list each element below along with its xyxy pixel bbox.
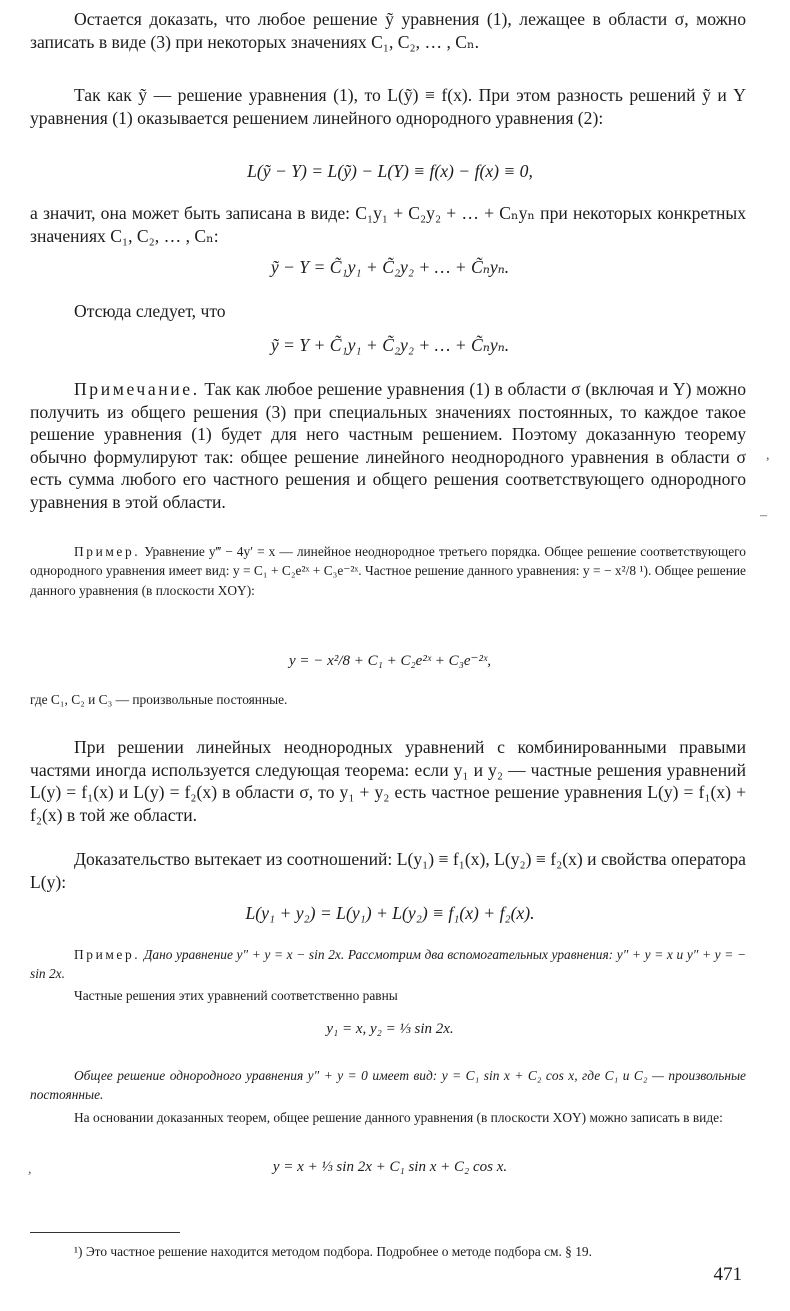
example-2-solutions: Частные решения этих уравнений соответственно равны <box>74 988 398 1003</box>
example-1-label: Пример. <box>74 544 141 559</box>
formula-1: L(ỹ − Y) = L(ỹ) − L(Y) ≡ f(x) − f(x) ≡ 0, <box>247 161 533 181</box>
paragraph-6: Доказательство вытекает из соотношений: L(y₁) ≡ f₁(x), L(y₂) ≡ f₂(x) и свойства оператора L(y): <box>30 849 746 892</box>
paragraph-5: При решении линейных неоднородных уравнений с комбинированными правыми частями иногда используется следующая теорема: если y₁ и y₂ — частные решения уравнений L(y) = f₁(x) и L(y) = f₂(x) в области σ, то y₁ + y₂ есть частное решение уравнения L(y) = f₁(x) + f₂(x) в той же области. <box>30 737 746 825</box>
formula-5: L(y₁ + y₂) = L(y₁) + L(y₂) ≡ f₁(x) + f₂(x). <box>245 903 535 923</box>
formula-4: y = − x²/8 + C₁ + C₂e²ˣ + C₃e⁻²ˣ, <box>289 653 491 669</box>
remark-label: Примечание. <box>74 379 200 399</box>
margin-mark: , <box>766 448 770 463</box>
example-1 <box>30 542 746 600</box>
paragraph-1: Остается доказать, что любое решение ỹ уравнения (1), лежащее в области σ, можно записать в виде (3) при некоторых значениях C₁, C₂, … , Cₙ. <box>30 9 746 52</box>
formula-6: y₁ = x, y₂ = ⅓ sin 2x. <box>326 1021 454 1037</box>
footnote: ¹) Это частное решение находится методом подбора. Подробнее о методе подбора см. § 19. <box>74 1244 592 1259</box>
example-1-end: где C₁, C₂ и C₃ — произвольные постоянные. <box>30 692 288 707</box>
example-2-homogeneous: Общее решение однородного уравнения y″ + y = 0 имеет вид: y = C₁ sin x + C₂ cos x, где C₁ и C₂ — произвольные постоянные. <box>30 1068 746 1103</box>
example-2-label: Пример. <box>74 947 141 962</box>
paragraph-3: а значит, она может быть записана в виде: C₁y₁ + C₂y₂ + … + Cₙyₙ при некоторых конкретных значениях C₁, C₂, … , Cₙ: <box>30 203 746 246</box>
remark-text: Так как любое решение уравнения (1) в области σ (включая и Y) можно получить из общего решения (3) при специальных значениях постоянных, то каждое такое решение уравнения (1) будет для него частным решением. Поэтому доказанную теорему обычно формулируют так: общее решение линейного неоднородного уравнения в области σ есть сумма любого его частного решения и общего решения соответствующего однородного уравнения в этой области. <box>30 379 746 512</box>
margin-mark: – <box>760 508 767 523</box>
formula-2: ỹ − Y = C̃₁y₁ + C̃₂y₂ + … + C̃ₙyₙ. <box>270 257 510 277</box>
footnote-rule <box>30 1232 180 1233</box>
remark-paragraph <box>30 378 746 514</box>
formula-3: ỹ = Y + C̃₁y₁ + C̃₂y₂ + … + C̃ₙyₙ. <box>270 335 510 355</box>
paragraph-4: Отсюда следует, что <box>74 301 226 321</box>
example-2-text: Дано уравнение y″ + y = x − sin 2x. Рассмотрим два вспомогательных уравнения: y″ + y = x и y″ + y = − sin 2x. <box>30 947 746 982</box>
example-1-text: Уравнение y‴ − 4y′ = x — линейное неоднородное третьего порядка. Общее решение соответствующего однородного уравнения имеет вид: y = C₁ + C₂e²ˣ + C₃e⁻²ˣ. Частное решение данного уравнения: y = − x²/8 ¹). Общее решение данного уравнения (в плоскости XOY): <box>30 544 746 598</box>
formula-7: y = x + ⅓ sin 2x + C₁ sin x + C₂ cos x. <box>272 1159 508 1175</box>
margin-mark: , <box>28 1162 32 1177</box>
page-number: 471 <box>713 1264 742 1285</box>
paragraph-2: Так как ỹ — решение уравнения (1), то L(ỹ) ≡ f(x). При этом разность решений ỹ и Y уравнения (1) оказывается решением линейного однородного уравнения (2): <box>30 85 746 128</box>
example-2 <box>30 945 746 984</box>
example-2-general: На основании доказанных теорем, общее решение данного уравнения (в плоскости XOY) можно записать в виде: <box>74 1110 723 1125</box>
